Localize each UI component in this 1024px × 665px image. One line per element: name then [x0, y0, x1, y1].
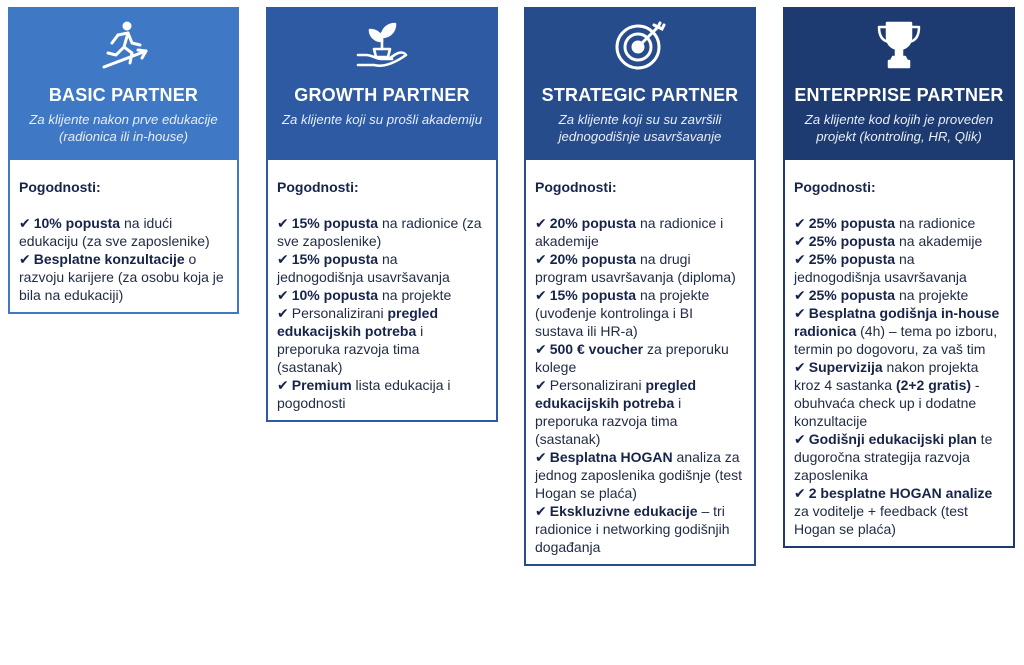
benefit-text: Personalizirani	[291, 305, 388, 321]
tier-benefits-basic	[8, 160, 239, 314]
benefit-item	[19, 250, 228, 304]
benefit-text: na projekte	[895, 287, 969, 303]
benefit-highlight: 10% popusta	[33, 215, 121, 231]
checkmark-icon: ✔	[794, 287, 806, 303]
benefit-highlight: Besplatne konzultacije	[33, 251, 185, 267]
benefits-label: Pogodnosti:	[535, 179, 617, 195]
benefit-highlight: 500 € voucher	[549, 341, 644, 357]
benefits-label: Pogodnosti:	[19, 179, 101, 195]
benefit-text: na radionice (za sve zaposlenike)	[277, 215, 482, 249]
benefit-highlight: Premium	[291, 377, 352, 393]
checkmark-icon: ✔	[794, 305, 806, 321]
checkmark-icon: ✔	[535, 377, 547, 393]
checkmark-icon: ✔	[794, 485, 806, 501]
benefit-text: i preporuka razvoja tima (sastanak)	[535, 395, 682, 447]
checkmark-icon: ✔	[19, 215, 31, 231]
benefit-text: na jednogodišnja usavršavanja	[794, 251, 967, 285]
benefit-item	[535, 502, 745, 556]
benefit-highlight: pregled edukacijskih potreba	[277, 305, 439, 339]
checkmark-icon: ✔	[277, 251, 289, 267]
benefit-text: za voditelje + feedback (test Hogan se plaća)	[794, 503, 968, 537]
tier-card-strategic	[524, 7, 756, 566]
checkmark-icon: ✔	[794, 431, 806, 447]
benefit-highlight: 15% popusta	[291, 251, 379, 267]
running-person-arrow-icon	[94, 19, 154, 71]
benefit-item	[794, 250, 1004, 286]
benefit-text: na drugi program usavršavanja (diploma)	[535, 251, 736, 285]
tier-title: GROWTH PARTNER	[294, 85, 470, 105]
benefit-highlight: pregled edukacijskih potreba	[535, 377, 697, 411]
checkmark-icon: ✔	[535, 503, 547, 519]
benefit-text: i preporuka razvoja tima (sastanak)	[277, 323, 424, 375]
benefit-highlight: 20% popusta	[549, 215, 637, 231]
benefit-highlight: Besplatna godišnja in-house radionica	[794, 305, 1000, 339]
benefit-highlight: Supervizija	[808, 359, 883, 375]
benefit-text: analiza za jednog zaposlenika godišnje (test Hogan se plaća)	[535, 449, 743, 501]
tier-subtitle: Za klijente kod kojih je proveden projekt (kontroling, HR, Qlik)	[804, 112, 994, 144]
benefit-highlight: 25% popusta	[808, 287, 896, 303]
benefit-text: na radionice i akademije	[535, 215, 724, 249]
checkmark-icon: ✔	[794, 251, 806, 267]
benefit-highlight: 2 besplatne HOGAN analize	[808, 485, 993, 501]
benefit-list	[19, 214, 228, 304]
benefit-item	[277, 376, 487, 412]
benefit-item	[794, 484, 1004, 538]
benefit-highlight: 20% popusta	[549, 251, 637, 267]
benefit-text: (4h) – tema po izboru, termin po dogovoru, za vaš tim	[794, 323, 998, 357]
benefit-item	[535, 250, 745, 286]
checkmark-icon: ✔	[535, 287, 547, 303]
trophy-icon	[869, 19, 929, 71]
benefit-highlight: 25% popusta	[808, 251, 896, 267]
benefit-item	[277, 304, 487, 376]
benefit-text: nakon projekta kroz 4 sastanka	[794, 359, 979, 393]
benefit-text: lista edukacija i pogodnosti	[277, 377, 451, 411]
tier-header-strategic	[524, 7, 756, 160]
benefit-item	[794, 304, 1004, 358]
benefit-text: na idući edukaciju (za sve zaposlenike)	[19, 215, 210, 249]
tier-subtitle: Za klijente koji su su završili jednogodišnje usavršavanje	[558, 112, 722, 144]
benefit-highlight: 25% popusta	[808, 233, 896, 249]
tier-header-growth	[266, 7, 498, 160]
tier-benefits-growth	[266, 160, 498, 422]
checkmark-icon: ✔	[794, 359, 806, 375]
checkmark-icon: ✔	[794, 233, 806, 249]
tier-subtitle: Za klijente nakon prve edukacije (radionica ili in-house)	[29, 112, 218, 144]
benefit-item	[794, 232, 1004, 250]
tier-subtitle: Za klijente koji su prošli akademiju	[281, 112, 483, 127]
checkmark-icon: ✔	[277, 215, 289, 231]
tier-title: STRATEGIC PARTNER	[541, 85, 739, 105]
benefits-label: Pogodnosti:	[277, 179, 359, 195]
benefit-item	[535, 376, 745, 448]
checkmark-icon: ✔	[535, 449, 547, 465]
tier-card-enterprise	[783, 7, 1015, 548]
benefit-highlight: 10% popusta	[291, 287, 379, 303]
benefit-highlight: 25% popusta	[808, 215, 896, 231]
checkmark-icon: ✔	[277, 305, 289, 321]
tier-header-enterprise	[783, 7, 1015, 160]
benefit-list	[277, 214, 487, 412]
benefit-text: na radionice	[895, 215, 976, 231]
checkmark-icon: ✔	[535, 215, 547, 231]
benefit-highlight: (2+2 gratis)	[895, 377, 972, 393]
benefit-highlight: 15% popusta	[291, 215, 379, 231]
benefit-highlight: Godišnji edukacijski plan	[808, 431, 977, 447]
benefit-item	[535, 448, 745, 502]
checkmark-icon: ✔	[535, 341, 547, 357]
benefit-text: o razvoju karijere (za osobu koja je bila na edukaciji)	[19, 251, 224, 303]
checkmark-icon: ✔	[535, 251, 547, 267]
benefit-text: na projekte (uvođenje kontrolinga i BI sustava ili HR-a)	[535, 287, 710, 339]
benefit-list	[535, 214, 745, 556]
checkmark-icon: ✔	[277, 287, 289, 303]
benefit-item	[794, 358, 1004, 430]
tier-header-basic	[8, 7, 239, 160]
tier-benefits-enterprise	[783, 160, 1015, 548]
tier-title: ENTERPRISE PARTNER	[794, 85, 1004, 105]
tier-benefits-strategic	[524, 160, 756, 566]
hand-plant-icon	[352, 19, 412, 71]
checkmark-icon: ✔	[794, 215, 806, 231]
benefit-item	[794, 214, 1004, 232]
benefit-highlight: 15% popusta	[549, 287, 637, 303]
benefit-item	[19, 214, 228, 250]
checkmark-icon: ✔	[19, 251, 31, 267]
benefit-item	[277, 214, 487, 250]
tier-card-growth	[266, 7, 498, 422]
tier-card-basic	[8, 7, 239, 314]
benefit-item	[535, 340, 745, 376]
benefit-text: Personalizirani	[549, 377, 646, 393]
benefit-highlight: Ekskluzivne edukacije	[549, 503, 698, 519]
benefit-text: na projekte	[378, 287, 452, 303]
benefit-item	[277, 250, 487, 286]
benefit-text: na jednogodišnja usavršavanja	[277, 251, 450, 285]
benefit-text: - obuhvaća check up i dodatne konzultacije	[794, 377, 980, 429]
benefit-item	[277, 286, 487, 304]
checkmark-icon: ✔	[277, 377, 289, 393]
benefit-list	[794, 214, 1004, 538]
tier-title: BASIC PARTNER	[48, 85, 199, 105]
target-arrow-icon	[610, 19, 670, 71]
benefit-highlight: Besplatna HOGAN	[549, 449, 673, 465]
benefit-item	[794, 286, 1004, 304]
benefit-text: te dugoročna strategija razvoja zaposlenika	[794, 431, 993, 483]
benefit-item	[535, 286, 745, 340]
benefit-text: na akademije	[895, 233, 983, 249]
benefit-item	[794, 430, 1004, 484]
benefit-text: za preporuku kolege	[535, 341, 729, 375]
benefit-text: – tri radionice i networking godišnjih događanja	[535, 503, 730, 555]
benefit-item	[535, 214, 745, 250]
benefits-label: Pogodnosti:	[794, 179, 876, 195]
